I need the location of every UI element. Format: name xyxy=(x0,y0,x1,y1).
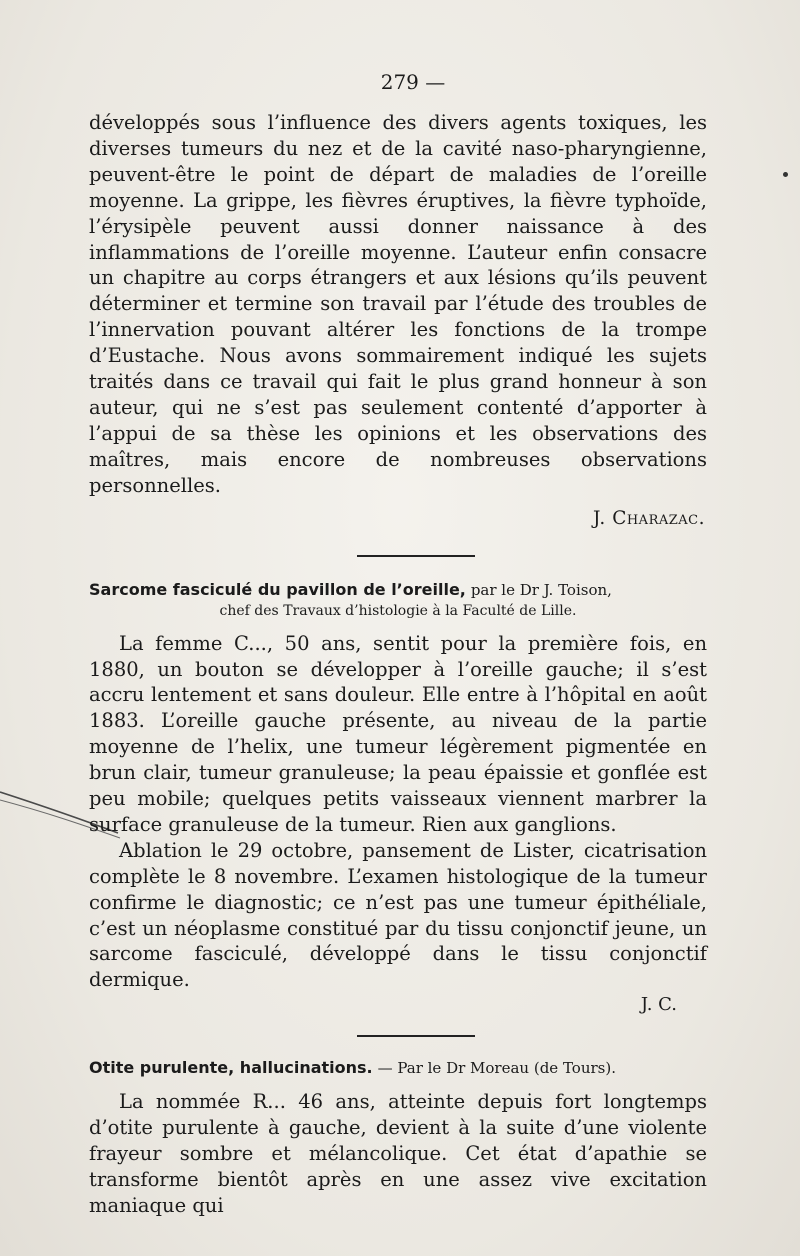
section-divider xyxy=(357,1035,475,1037)
article-paragraph: La femme C..., 50 ans, sentit pour la première fois, en 1880, un bouton se développer à l’oreille gauche; il s’est accru lentement et sans douleur. Elle entre à l’hôpital en août 1883. L’oreille gauche présente, au niveau de la partie moyenne de l’helix, une tumeur légèrement pigmentée en brun clair, tumeur granuleuse; la peau épaissie et gonflée est peu mobile; quelques petits vaisseaux viennent marbrer la surface granuleuse de la tumeur. Rien aux ganglions. xyxy=(89,631,707,836)
article-byline: — Par le Dr Moreau (de Tours). xyxy=(377,1059,616,1078)
article-signature: J. C. xyxy=(640,994,677,1016)
article-paragraph: Ablation le 29 octobre, pansement de Lister, cicatrisation complète le 8 novembre. L’examen histologique de la tumeur confirme le diagnostic; ce n’est pas une tumeur épithéliale, c’est un néoplasme constitué par du tissu conjonctif jeune, un sarcome fasciculé, développé dans le tissu conjonctif dermique. xyxy=(89,838,707,992)
article-affiliation: chef des Travaux d’histologie à la Faculté de Lille. xyxy=(219,602,577,619)
text-column xyxy=(89,68,707,1219)
article-heading-sarcome xyxy=(89,579,707,601)
ink-dot xyxy=(783,172,788,177)
article-byline: par le Dr J. Toison, xyxy=(470,580,612,599)
article-heading-otite xyxy=(89,1057,707,1079)
article-title: Otite purulente, hallucinations. xyxy=(89,1058,373,1078)
section-divider xyxy=(357,555,475,557)
article-paragraph: La nommée R... 46 ans, atteinte depuis fort longtemps d’otite purulente à gauche, devient à la suite d’une violente frayeur sombre et mélancolique. Cet état d’apathie se transforme bientôt après en une assez vive excitation maniaque qui xyxy=(89,1090,707,1217)
page-number: 279 — xyxy=(380,70,446,94)
review-paragraph: développés sous l’influence des divers agents toxiques, les diverses tumeurs du nez et de la cavité naso-pharyngienne, peuvent-être le point de départ de maladies de l’oreille moyenne. La grippe, les fièvres éruptives, la fièvre typhoïde, l’érysipèle peuvent aussi donner naissance à des inflammations de l’oreille moyenne. L’auteur enfin consacre un chapitre au corps étrangers et aux lésions qu’ils peuvent déterminer et termine son travail par l’étude des troubles de l’innervation pouvant altérer les fonctions de la trompe d’Eustache. Nous avons sommairement indiqué les sujets traités dans ce travail qui fait le plus grand honneur à son auteur, qui ne s’est pas seulement contenté d’apporter à l’appui de sa thèse les opinions et les observations des maîtres, mais encore de nombreuses observations personnelles. xyxy=(89,111,707,497)
article-title: Sarcome fasciculé du pavillon de l’oreille, xyxy=(89,579,466,599)
review-signature: J. Charazac. xyxy=(592,507,705,529)
